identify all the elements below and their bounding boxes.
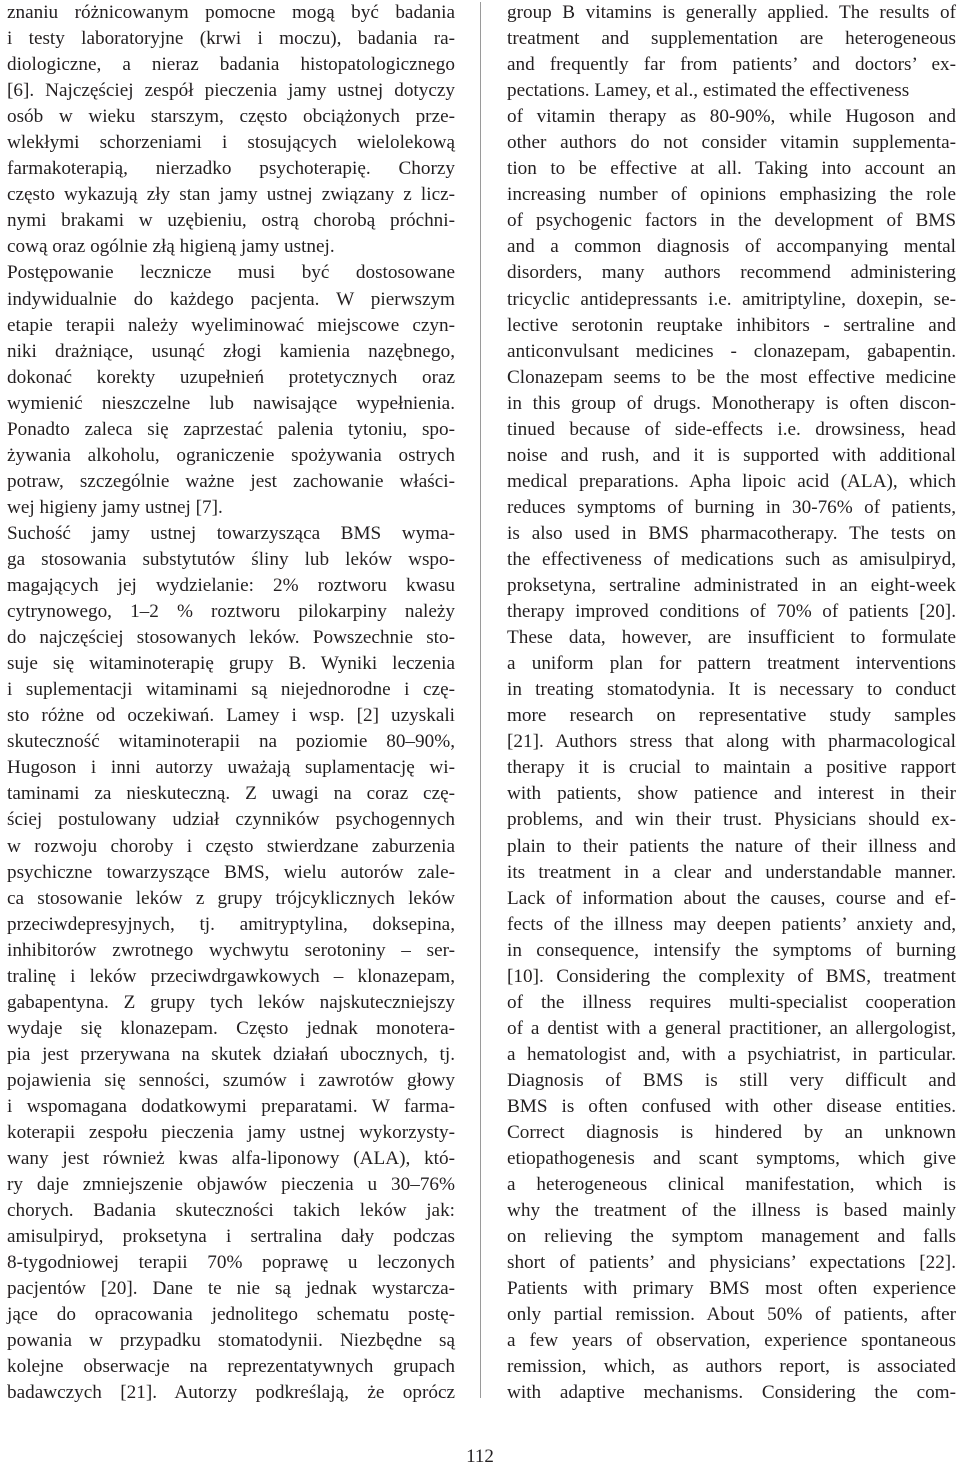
text-line: etiopathogenesis and scant symptoms, which give xyxy=(507,1148,956,1170)
text-line: dokonać korekty uzupełnień protetycznych oraz xyxy=(7,366,455,388)
text-line: i wspomagana dodatkowymi preparatami. W farma- xyxy=(7,1095,455,1117)
text-line: farmakoterapią, nierzadko psychoterapię. Chorzy xyxy=(7,158,455,180)
text-line: przeciwdepresyjnych, tj. amitryptylina, doksepina, xyxy=(7,913,455,935)
text-line: noise and rush, and it is supported with additional xyxy=(507,444,956,466)
text-line: żywania alkoholu, ograniczenie spożywania ostrych xyxy=(7,444,455,466)
text-line: Lack of information about the causes, course and ef- xyxy=(507,887,956,909)
text-line: and a common diagnosis of accompanying mental xyxy=(507,236,956,258)
text-line: tinued because of side-effects i.e. drowsiness, head xyxy=(507,418,956,440)
text-line: a heterogeneous clinical manifestation, which is xyxy=(507,1174,956,1196)
text-line: diologiczne, a nieraz badania histopatologicznego xyxy=(7,54,455,76)
text-line: cytrynowego, 1–2 % roztworu pilokarpiny należy xyxy=(7,601,455,623)
text-line: cową oraz ogólnie złą higieną jamy ustnej. xyxy=(7,236,335,258)
text-line: ga stosowania substytutów śliny lub leków wspo- xyxy=(7,548,455,570)
text-line: wany jest również kwas alfa-liponowy (ALA), któ- xyxy=(7,1148,455,1170)
text-line: group B vitamins is generally applied. The results of xyxy=(507,2,956,23)
text-line: fects of the illness may deepen patients’ anxiety and, xyxy=(507,913,956,935)
text-line: therapy it is crucial to maintain a positive rapport xyxy=(507,757,956,779)
left-column-text xyxy=(7,0,455,1407)
text-line: gabapentyna. Z grupy tych leków najskuteczniejszy xyxy=(7,991,455,1013)
text-line: of vitamin therapy as 80-90%, while Hugoson and xyxy=(507,106,956,128)
text-line: Postępowanie lecznicze musi być dostosowane xyxy=(7,262,455,284)
text-line: the effectiveness of medications such as amisulpiryd, xyxy=(507,548,956,570)
column-divider xyxy=(480,2,481,1398)
text-line: suje się witaminoterapię grupy B. Wyniki leczenia xyxy=(7,653,455,675)
text-line: ściej postulowany udział czynników psychogennych xyxy=(7,809,455,831)
text-line: BMS is often confused with other disease entities. xyxy=(507,1095,956,1117)
text-line: is also used in BMS pharmacotherapy. The tests on xyxy=(507,522,956,544)
text-line: in consequence, intensify the symptoms of burning xyxy=(507,939,956,961)
text-line: sto różne od oczekiwań. Lamey i wsp. [2] uzyskali xyxy=(7,705,455,727)
text-line: short of patients’ and physicians’ expectations [22]. xyxy=(507,1252,956,1274)
text-line: on relieving the symptom management and falls xyxy=(507,1226,956,1248)
text-line: pectations. Lamey, et al., estimated the effectiveness xyxy=(507,80,910,102)
text-line: i suplementacji witaminami są niejednorodne i czę- xyxy=(7,679,455,701)
text-line: plain to their patients the nature of their illness and xyxy=(507,835,956,857)
text-line: wymienić nieszczelne lub nawisające wypełnienia. xyxy=(7,392,455,414)
text-line: indywidualnie do każdego pacjenta. W pierwszym xyxy=(7,288,455,310)
text-line: why the treatment of the illness is based mainly xyxy=(507,1200,956,1222)
text-line: koterapii zespołu pieczenia jamy ustnej wykorzysty- xyxy=(7,1122,455,1144)
text-line: Correct diagnosis is hindered by an unknown xyxy=(507,1122,956,1144)
text-line: pia jest przerywana na skutek działań ubocznych, tj. xyxy=(7,1043,455,1065)
text-line: chorych. Badania skuteczności takich leków jak: xyxy=(7,1200,455,1222)
text-line: psychiczne towarzyszące BMS, wielu autorów zale- xyxy=(7,861,455,883)
text-line: therapy improved conditions of 70% of patients [20]. xyxy=(507,601,956,623)
text-line: pacjentów [20]. Dane te nie są jednak wystarcza- xyxy=(7,1278,455,1300)
text-line: lective serotonin reuptake inhibitors - sertraline and xyxy=(507,314,956,336)
text-line: of psychogenic factors in the development of BMS xyxy=(507,210,956,232)
text-line: inhibitorów zwrotnego wychwytu serotoniny – ser- xyxy=(7,939,455,961)
text-line: [6]. Najczęściej zespół pieczenia jamy ustnej dotyczy xyxy=(7,80,455,102)
text-line: skuteczność witaminoterapii na poziomie 80–90%, xyxy=(7,731,455,753)
text-line: more research on representative study samples xyxy=(507,705,956,727)
text-line: Ponadto zaleca się zaprzestać palenia tytoniu, spo- xyxy=(7,418,455,440)
text-line: other authors do not consider vitamin supplementa- xyxy=(507,132,956,154)
text-line: taminami za nieskuteczną. Z uwagi na coraz czę- xyxy=(7,783,455,805)
text-line: anticonvulsant medicines - clonazepam, gabapentin. xyxy=(507,340,956,362)
text-line: potraw, szczególnie ważne jest zachowanie właści- xyxy=(7,470,455,492)
text-line: badawczych [21]. Autorzy podkreślają, że oprócz xyxy=(7,1382,455,1404)
text-line: ca stosowanie leków z grupy trójcyklicznych leków xyxy=(7,887,455,909)
text-line: amisulpiryd, proksetyna i sertralina dały podczas xyxy=(7,1226,455,1248)
text-line: wlekłymi schorzeniami i stosujących wielolekową xyxy=(7,132,455,154)
text-line: problems, and win their trust. Physicians should ex- xyxy=(507,809,956,831)
right-column-text xyxy=(507,0,956,1407)
text-line: osób w wieku starszym, często obciążonych prze- xyxy=(7,106,455,128)
text-line: Hugoson i inni autorzy uważają suplamentację wi- xyxy=(7,757,455,779)
text-line: These data, however, are insufficient to formulate xyxy=(507,627,956,649)
text-line: etapie terapii należy wyeliminować miejscowe czyn- xyxy=(7,314,455,336)
text-line: tion to be effective at all. Taking into account an xyxy=(507,158,956,180)
text-line: in this group of drugs. Monotherapy is often discon- xyxy=(507,392,956,414)
text-line: with adaptive mechanisms. Considering the com- xyxy=(507,1382,956,1404)
text-line: i testy laboratoryjne (krwi i moczu), badania ra- xyxy=(7,28,455,50)
text-line: wej higieny jamy ustnej [7]. xyxy=(7,496,223,518)
text-line: of a dentist with a general practitioner, an allergologist, xyxy=(507,1017,956,1039)
text-line: proksetyna, sertraline administrated in an eight-week xyxy=(507,575,956,597)
text-line: kolejne obserwacje na reprezentatywnych grupach xyxy=(7,1356,455,1378)
text-line: with patients, show patience and interest in their xyxy=(507,783,956,805)
text-line: treatment and supplementation are heterogeneous xyxy=(507,28,956,50)
text-line: and frequently far from patients’ and doctors’ ex- xyxy=(507,54,956,76)
text-line: medical preparations. Apha lipoic acid (ALA), which xyxy=(507,470,956,492)
text-line: remission, which, as authors report, is associated xyxy=(507,1356,956,1378)
text-line: only partial remission. About 50% of patients, after xyxy=(507,1304,956,1326)
text-line: pojawienia się senności, szumów i zawrotów głowy xyxy=(7,1069,455,1091)
text-line: tralinę i leków przeciwdrgawkowych – klonazepam, xyxy=(7,965,455,987)
text-line: disorders, many authors recommend administering xyxy=(507,262,956,284)
text-line: a few years of observation, experience spontaneous xyxy=(507,1330,956,1352)
page-number: 112 xyxy=(466,1446,494,1467)
text-line: jące do opracowania jednolitego schematu postę- xyxy=(7,1304,455,1326)
text-line: Patients with primary BMS most often experience xyxy=(507,1278,956,1300)
text-line: a uniform plan for pattern treatment interventions xyxy=(507,653,956,675)
text-line: znaniu różnicowanym pomocne mogą być badania xyxy=(7,2,455,23)
text-line: nymi brakami w uzębieniu, ostrą chorobą próchni- xyxy=(7,210,455,232)
text-line: niki drażniące, usunąć złogi kamienia nazębnego, xyxy=(7,340,455,362)
text-line: powania w przypadku stomatodynii. Niezbędne są xyxy=(7,1330,455,1352)
text-line: its treatment in a clear and understandable manner. xyxy=(507,861,956,883)
text-line: increasing number of opinions emphasizing the role xyxy=(507,184,956,206)
text-line: reduces symptoms of burning in 30-76% of patients, xyxy=(507,496,956,518)
text-line: [10]. Considering the complexity of BMS, treatment xyxy=(507,965,956,987)
text-line: of the illness requires multi-specialist cooperation xyxy=(507,991,956,1013)
text-line: magających jej wydzielanie: 2% roztworu kwasu xyxy=(7,575,455,597)
text-line: in treating stomatodynia. It is necessary to conduct xyxy=(507,679,956,701)
text-line: 8-tygodniowej terapii 70% poprawę u leczonych xyxy=(7,1252,455,1274)
text-line: Suchość jamy ustnej towarzysząca BMS wyma- xyxy=(7,522,455,544)
text-line: tricyclic antidepressants i.e. amitriptyline, doxepin, se- xyxy=(507,288,956,310)
text-line: [21]. Authors stress that along with pharmacological xyxy=(507,731,956,753)
text-line: do najczęściej stosowanych leków. Powszechnie sto- xyxy=(7,627,455,649)
text-line: Clonazepam seems to be the most effective medicine xyxy=(507,366,956,388)
text-line: często wykazują zły stan jamy ustnej związany z licz- xyxy=(7,184,455,206)
text-line: wydaje się klonazepam. Często jednak monotera- xyxy=(7,1017,455,1039)
text-line: ry daje zmniejszenie objawów pieczenia u 30–76% xyxy=(7,1174,455,1196)
text-line: Diagnosis of BMS is still very difficult and xyxy=(507,1069,956,1091)
text-line: w rozwoju choroby i często stwierdzane zaburzenia xyxy=(7,835,455,857)
text-line: a hematologist and, with a psychiatrist, in particular. xyxy=(507,1043,956,1065)
